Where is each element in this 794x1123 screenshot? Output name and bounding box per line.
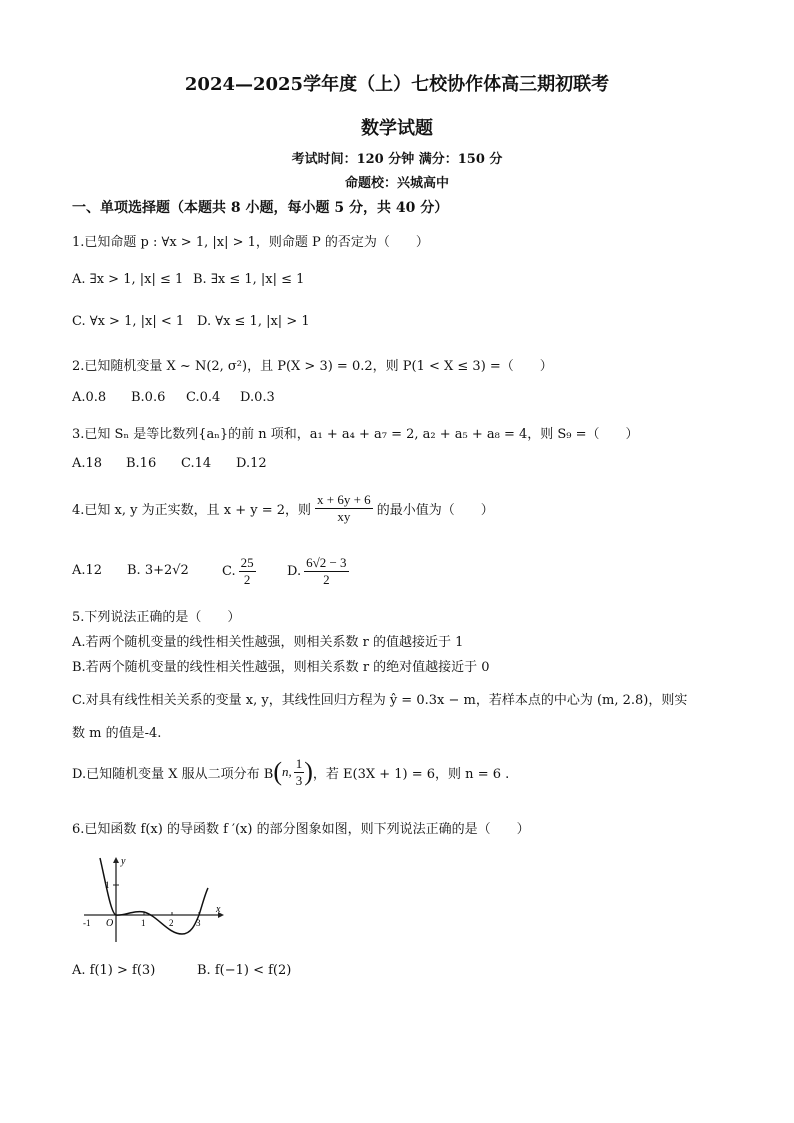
- question-3-stem: 3.已知 Sₙ 是等比数列{aₙ}的前 n 项和，a₁ + a₄ + a₇ = 2, a₂ + a₅ + a₈ = 4，则 S₉ =（ ）: [72, 427, 639, 442]
- question-4-option-b: B. 3+2√2: [127, 563, 189, 578]
- question-5-option-d-post: ，若 E(3X + 1) = 6，则 n = 6 .: [312, 766, 510, 782]
- question-3-option-b: B.16: [126, 456, 157, 471]
- derivative-graph: [78, 854, 228, 946]
- question-4-option-c-label: C.: [222, 563, 236, 579]
- question-3-option-d: D.12: [236, 456, 267, 471]
- question-2-option-a: A.0.8: [72, 390, 107, 405]
- y-axis-label: y: [121, 856, 126, 867]
- x-tick-label-3: 3: [196, 918, 201, 928]
- question-4-option-c-numerator: 25: [240, 554, 254, 570]
- exam-school: 命题校：兴城高中: [344, 176, 449, 191]
- question-4-option-d-numerator: 6√2 − 3: [306, 554, 347, 570]
- question-2-option-c: C.0.4: [186, 390, 221, 405]
- question-5-option-b: B.若两个随机变量的线性相关性越强，则相关系数 r 的绝对值越接近于 0: [72, 660, 490, 675]
- question-1-option-d: D. ∀x ≤ 1, |x| > 1: [197, 314, 310, 329]
- question-5-option-d-denominator: 3: [295, 772, 303, 788]
- x-tick-label-2: 2: [169, 918, 174, 928]
- question-6-stem: 6.已知函数 f(x) 的导函数 f ′(x) 的部分图象如图，则下列说法正确的是（ ）: [72, 822, 530, 837]
- question-1-option-a: A. ∃x > 1, |x| ≤ 1: [72, 272, 184, 287]
- question-2-option-b: B.0.6: [131, 390, 166, 405]
- question-6-option-a: A. f(1) > f(3): [72, 963, 156, 978]
- question-4-option-c-fraction: [239, 555, 256, 588]
- exam-info: 考试时间：120 分钟 满分：150 分: [291, 152, 503, 167]
- question-5-option-d-pre: D.已知随机变量 X 服从二项分布 B: [72, 766, 274, 782]
- question-1-option-b: B. ∃x ≤ 1, |x| ≤ 1: [193, 272, 305, 287]
- exam-title: 2024—2025学年度（上）七校协作体高三期初联考: [184, 74, 610, 95]
- question-4-option-c: [222, 551, 256, 591]
- x-axis-label: x: [216, 904, 221, 915]
- origin-label: O: [106, 918, 114, 929]
- question-2-option-d: D.0.3: [240, 390, 275, 405]
- question-4-fraction-numerator: x + 6y + 6: [317, 491, 371, 507]
- question-5-option-d-fraction: [294, 756, 305, 789]
- question-1-option-c: C. ∀x > 1, |x| < 1: [72, 314, 185, 329]
- question-3-option-a: A.18: [72, 456, 103, 471]
- question-4-fraction-denominator: xy: [337, 508, 351, 524]
- question-3-option-c: C.14: [181, 456, 212, 471]
- y-tick-label-1: 1: [105, 880, 110, 890]
- question-4-option-a: A.12: [72, 563, 103, 578]
- question-5-stem: 5.下列说法正确的是（ ）: [72, 610, 241, 625]
- question-5-option-d: [72, 752, 509, 792]
- question-5-option-c-line2: 数 m 的值是-4.: [72, 726, 162, 741]
- question-4-option-d-denominator: 2: [323, 571, 330, 587]
- question-2-stem: 2.已知随机变量 X ~ N(2, σ²)，且 P(X > 3) = 0.2，则 P(1 < X ≤ 3) =（ ）: [72, 359, 553, 374]
- question-4-stem-post: 的最小值为（ ）: [376, 502, 494, 518]
- question-4-option-d: [287, 551, 349, 591]
- question-4-fraction: [315, 492, 373, 525]
- question-4-stem-pre: 4.已知 x, y 为正实数，且 x + y = 2，则: [72, 502, 312, 518]
- question-4-stem: [72, 488, 494, 528]
- question-5-option-d-numerator: 1: [295, 755, 303, 771]
- question-5-option-d-n: n,: [281, 764, 292, 779]
- exam-subtitle: 数学试题: [361, 118, 433, 139]
- question-6-option-b: B. f(−1) < f(2): [197, 963, 292, 978]
- question-4-option-d-fraction: [304, 555, 348, 588]
- question-5-option-c-line1: C.对具有线性相关关系的变量 x, y，其线性回归方程为 ŷ = 0.3x − m，若样本点的中心为 (m, 2.8)，则实: [72, 693, 688, 708]
- question-5-option-a: A.若两个随机变量的线性相关性越强，则相关系数 r 的值越接近于 1: [72, 635, 464, 650]
- x-tick-label-1: 1: [141, 918, 146, 928]
- section-heading: 一、单项选择题（本题共 8 小题，每小题 5 分，共 40 分）: [72, 200, 449, 216]
- question-1-stem: 1.已知命题 p : ∀x > 1, |x| > 1，则命题 P 的否定为（ ）: [72, 235, 429, 250]
- x-tick-label-neg1: -1: [83, 918, 91, 928]
- left-paren-icon: (: [273, 757, 282, 786]
- question-4-option-d-label: D.: [287, 563, 302, 579]
- y-axis-arrow-icon: [113, 857, 119, 863]
- right-paren-icon: ): [304, 757, 313, 786]
- question-4-option-c-denominator: 2: [243, 571, 251, 587]
